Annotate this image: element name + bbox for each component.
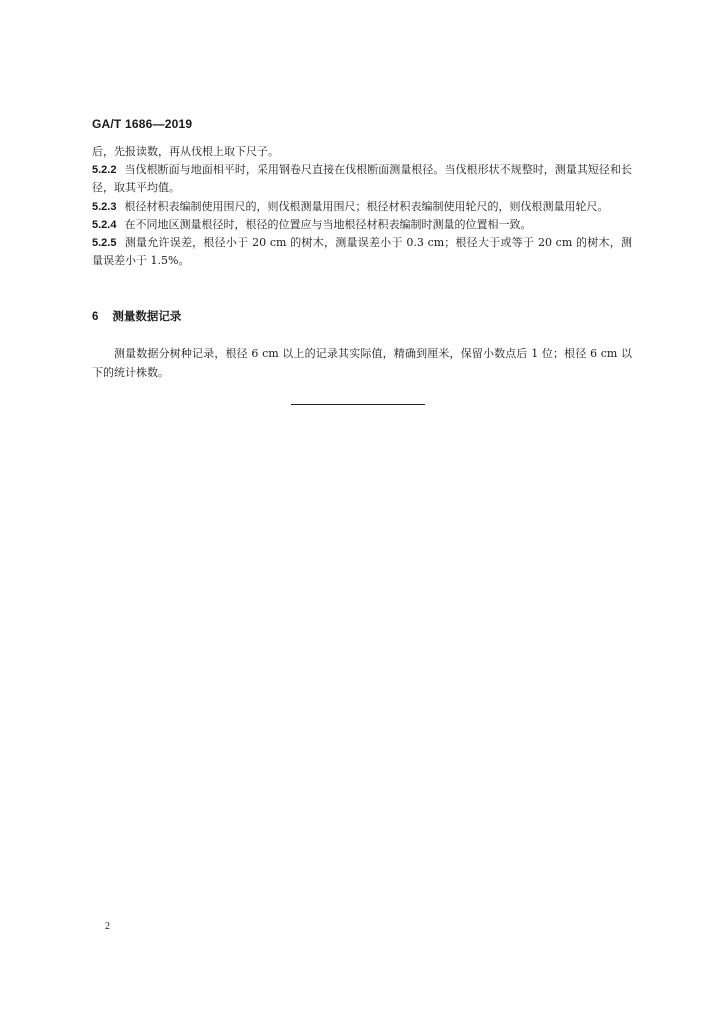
section-6-paragraph: 测量数据分树种记录，根径 6 cm 以上的记录其实际值，精确到厘米，保留小数点后 1 位；根径 6 cm 以下的统计株数。	[92, 347, 632, 379]
clause-5-2-3	[92, 198, 632, 216]
clause-number: 5.2.3	[92, 200, 117, 213]
section-number: 6	[92, 311, 99, 323]
clause-text: 在不同地区测量根径时，根径的位置应与当地根径材积表编制时测量的位置相一致。	[124, 217, 532, 231]
clause-5-2-5	[92, 234, 632, 270]
clause-text: 根径材积表编制使用围尺的，则伐根测量用围尺；根径材积表编制使用轮尺的，则伐根测量用轮尺。	[124, 199, 609, 213]
page-number: 2	[105, 921, 110, 932]
clause-number: 5.2.5	[92, 237, 117, 250]
clause-5-2-4	[92, 216, 632, 234]
clause-text: 当伐根断面与地面相平时，采用钢卷尺直接在伐根断面测量根径。当伐根形状不规整时，测量其短径和长径，取其平均值。	[92, 163, 632, 195]
standard-code-header: GA/T 1686—2019	[92, 117, 193, 131]
clause-number: 5.2.2	[92, 164, 117, 177]
continuation-text: 后，先报读数，再从伐根上取下尺子。	[92, 145, 279, 158]
clause-block	[92, 143, 632, 270]
clause-5-2-2	[92, 161, 632, 197]
end-divider	[291, 404, 425, 405]
section-6-heading	[92, 308, 181, 324]
section-title: 测量数据记录	[112, 309, 182, 323]
clause-number: 5.2.4	[92, 218, 117, 231]
clause-text: 测量允许误差，根径小于 20 cm 的树木，测量误差小于 0.3 cm；根径大于或等于 20 cm 的树木，测量误差小于 1.5%。	[92, 236, 632, 268]
